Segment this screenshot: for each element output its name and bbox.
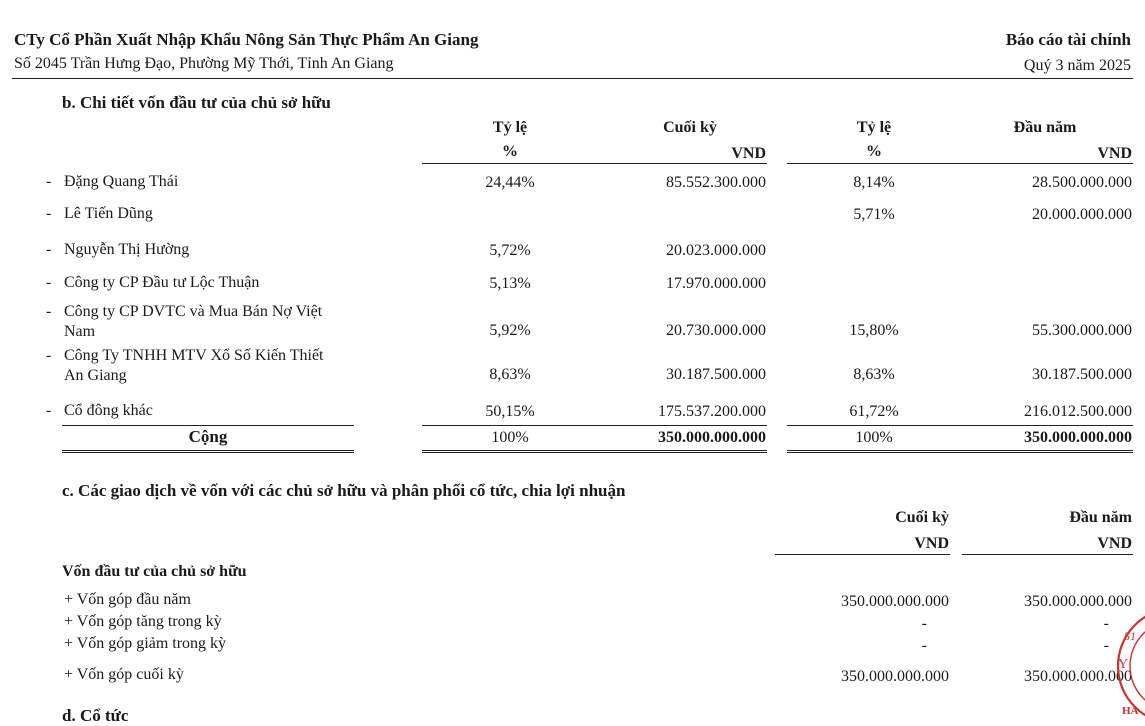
value-end: 30.187.500.000 [666, 366, 766, 383]
shareholder-dash: - [46, 241, 52, 258]
shareholder-name-cont: Nam [64, 323, 96, 340]
capital-value-end: - [921, 637, 927, 654]
shareholder-name-cont: An Giang [64, 367, 127, 384]
total-value-begin: 350.000.000.000 [1024, 429, 1132, 446]
total-rule-begin [787, 425, 1133, 426]
report-title: Báo cáo tài chính [1005, 30, 1131, 49]
col-begin-header: Đầu năm [1013, 119, 1077, 136]
svg-text:Y: Y [1118, 657, 1129, 672]
capital-value-end: 350.000.000.000 [841, 668, 949, 685]
c-group-title: Vốn đầu tư của chủ sở hữu [62, 563, 247, 580]
value-begin: 20.000.000.000 [1032, 206, 1132, 223]
shareholder-name: Lê Tiến Dũng [64, 205, 153, 222]
shareholder-dash: - [46, 347, 52, 364]
shareholder-dash: - [46, 402, 52, 419]
ratio-end: 5,13% [489, 275, 531, 292]
c-header-rule-begin [962, 554, 1133, 555]
value-end: 20.023.000.000 [666, 242, 766, 259]
col-pct-begin: % [866, 143, 882, 160]
svg-text:HÀ: HÀ [1122, 705, 1139, 717]
svg-text:51: 51 [1124, 629, 1136, 643]
capital-value-end: 350.000.000.000 [841, 593, 949, 610]
capital-value-end: - [921, 615, 927, 632]
value-begin: 216.012.500.000 [1024, 403, 1132, 420]
section-c-title: c. Các giao dịch về vốn với các chủ sở hữu và phân phối cổ tức, chia lợi nhuận [62, 481, 626, 500]
capital-value-begin: - [1103, 615, 1109, 632]
c-col-begin-unit: VND [1097, 535, 1132, 552]
shareholder-name: Nguyễn Thị Hường [64, 241, 190, 258]
shareholder-name: Công ty CP Đầu tư Lộc Thuận [64, 274, 260, 291]
ratio-begin: 61,72% [849, 403, 899, 420]
total-double-rule-begin [787, 450, 1133, 453]
total-ratio-begin: 100% [855, 429, 893, 446]
section-b-title: b. Chi tiết vốn đầu tư của chủ sở hữu [62, 93, 331, 112]
total-double-rule-end [422, 450, 767, 453]
company-address: Số 2045 Trần Hưng Đạo, Phường Mỹ Thới, Tỉnh An Giang [14, 55, 394, 72]
header-divider [12, 78, 1133, 79]
ratio-begin: 8,14% [853, 174, 895, 191]
col-end-unit: VND [731, 145, 766, 162]
b-header-rule-end [422, 163, 767, 164]
c-col-begin-header: Đầu năm [1069, 509, 1132, 526]
ratio-begin: 5,71% [853, 206, 895, 223]
c-col-end-header: Cuối kỳ [895, 509, 949, 526]
value-end: 17.970.000.000 [666, 275, 766, 292]
shareholder-name: Công ty CP DVTC và Mua Bán Nợ Việt [64, 303, 323, 320]
shareholder-dash: - [46, 205, 52, 222]
total-value-end: 350.000.000.000 [658, 429, 766, 446]
company-name: CTy Cổ Phần Xuất Nhập Khẩu Nông Sản Thực Phẩm An Giang [14, 30, 479, 49]
ratio-end: 5,92% [489, 322, 531, 339]
shareholder-name: Cổ đông khác [64, 402, 153, 419]
ratio-begin: 8,63% [853, 366, 895, 383]
col-begin-unit: VND [1097, 145, 1132, 162]
shareholder-name: Công Ty TNHH MTV Xổ Số Kiến Thiết [64, 347, 324, 364]
value-end: 85.552.300.000 [666, 174, 766, 191]
ratio-end: 24,44% [485, 174, 535, 191]
ratio-begin: 15,80% [849, 322, 899, 339]
c-col-end-unit: VND [914, 535, 949, 552]
ratio-end: 8,63% [489, 366, 531, 383]
capital-value-begin: 350.000.000.000 [1024, 593, 1132, 610]
col-pct-end: % [502, 143, 518, 160]
shareholder-dash: - [46, 274, 52, 291]
total-rule-end [422, 425, 767, 426]
shareholder-dash: - [46, 303, 52, 320]
ratio-end: 5,72% [489, 242, 531, 259]
section-d-title: d. Cổ tức [62, 706, 129, 725]
c-header-rule-end [775, 554, 950, 555]
capital-value-begin: - [1103, 637, 1109, 654]
total-ratio-end: 100% [491, 429, 529, 446]
shareholder-dash: - [46, 173, 52, 190]
col-end-header: Cuối kỳ [663, 119, 717, 136]
ratio-end: 50,15% [485, 403, 535, 420]
capital-row-label: + Vốn góp tăng trong kỳ [64, 613, 222, 630]
value-begin: 55.300.000.000 [1032, 322, 1132, 339]
capital-value-begin: 350.000.000.000 [1024, 668, 1132, 685]
capital-row-label: + Vốn góp đầu năm [64, 591, 191, 608]
col-ratio-end: Tỷ lệ [492, 119, 528, 136]
col-ratio-begin: Tỷ lệ [856, 119, 892, 136]
capital-row-label: + Vốn góp giảm trong kỳ [64, 635, 227, 652]
b-header-rule-begin [787, 163, 1133, 164]
value-begin: 28.500.000.000 [1032, 174, 1132, 191]
total-double-rule-label [62, 450, 354, 453]
value-end: 20.730.000.000 [666, 322, 766, 339]
total-rule-label [62, 425, 354, 426]
value-begin: 30.187.500.000 [1032, 366, 1132, 383]
shareholder-name: Đặng Quang Thái [64, 173, 179, 190]
report-period: Quý 3 năm 2025 [1023, 57, 1131, 74]
capital-row-label: + Vốn góp cuối kỳ [64, 666, 184, 683]
total-label: Cộng [188, 427, 228, 446]
value-end: 175.537.200.000 [658, 403, 766, 420]
company-seal [1103, 606, 1145, 726]
